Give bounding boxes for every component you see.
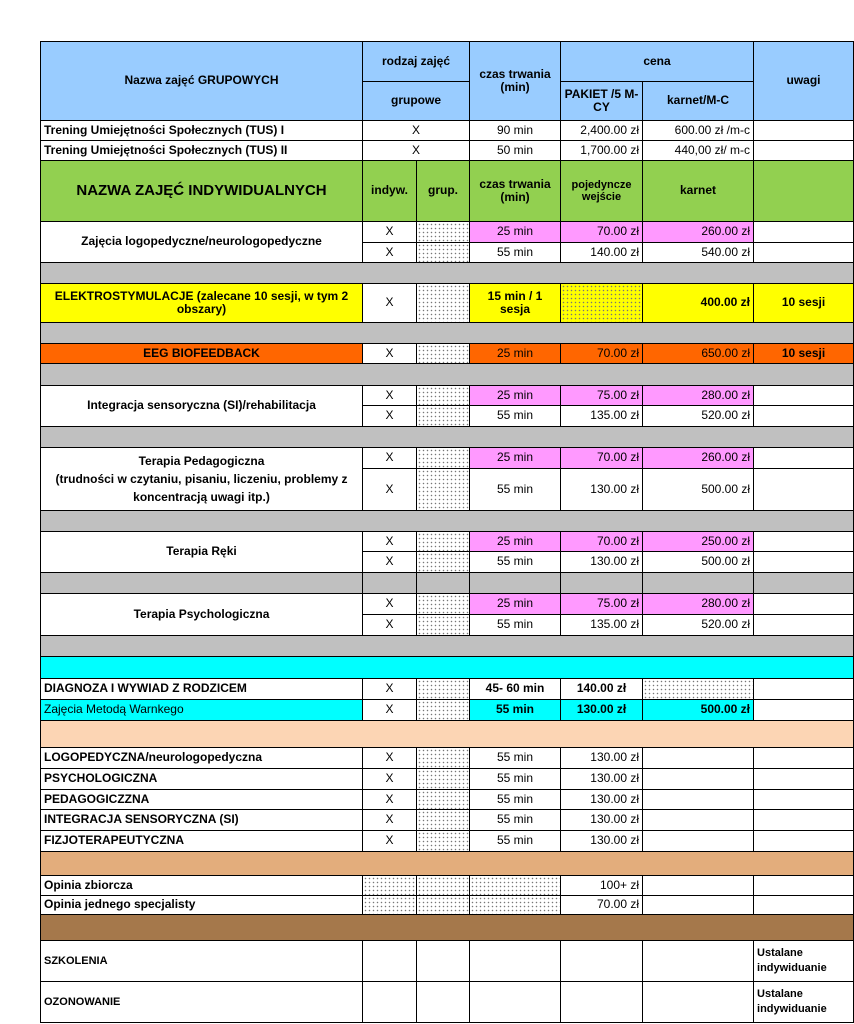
table-row-elektro — [41, 284, 854, 323]
table-row-tus-1 — [41, 121, 854, 141]
row-grup-empty — [417, 790, 470, 810]
row-poj-empty — [561, 284, 643, 323]
row-karnet: 250.00 zł — [643, 532, 754, 552]
row-mark: X — [363, 284, 417, 323]
row-poj: 100+ zł — [561, 876, 643, 896]
separator-row-peach — [41, 721, 854, 748]
row-uwagi — [754, 532, 854, 552]
header-pakiet: PAKIET /5 M-CY — [561, 82, 643, 121]
row-poj: 70.00 zł — [561, 448, 643, 469]
row-mark: X — [363, 769, 417, 790]
row-karnet — [643, 769, 754, 790]
row-uwagi — [754, 121, 854, 141]
row-grup-empty — [417, 615, 470, 636]
row-czas: 55 min — [470, 810, 561, 831]
row-mark: X — [363, 469, 417, 511]
row-uwagi — [754, 141, 854, 161]
row-czas: 55 min — [470, 615, 561, 636]
header-czas: czas trwania (min) — [470, 42, 561, 121]
row-uwagi — [754, 790, 854, 810]
row-poj: 130.00 zł — [561, 700, 643, 721]
row-uwagi — [754, 769, 854, 790]
header-rodzaj: rodzaj zajęć — [363, 42, 470, 82]
separator-row — [41, 427, 854, 448]
header-czas-indiv: czas trwania (min) — [470, 161, 561, 222]
table-row-warnke — [41, 700, 854, 721]
row-name: Trening Umiejętności Społecznych (TUS) II — [41, 141, 363, 161]
row-karnet: 500.00 zł — [643, 700, 754, 721]
row-pakiet: 1,700.00 zł — [561, 141, 643, 161]
table-row-si-1 — [41, 386, 854, 406]
row-mark: X — [363, 344, 417, 364]
row-name: Terapia Ręki — [41, 532, 363, 573]
row-karnet: 440,00 zł/ m-c — [643, 141, 754, 161]
header-indyw: indyw. — [363, 161, 417, 222]
table-row-opinion — [41, 896, 854, 915]
table-row-reki-1 — [41, 532, 854, 552]
separator-row-cyan — [41, 657, 854, 679]
row-name — [41, 448, 363, 511]
row-grup-empty — [417, 594, 470, 615]
row-mark: X — [363, 810, 417, 831]
row-poj: 130.00 zł — [561, 769, 643, 790]
row-czas: 25 min — [470, 594, 561, 615]
row-uwagi — [754, 679, 854, 700]
row-name: Terapia Psychologiczna — [41, 594, 363, 636]
row-name: Opinia zbiorcza — [41, 876, 363, 896]
row-uwagi — [754, 594, 854, 615]
row-mark-empty — [363, 896, 417, 915]
row-mark: X — [363, 831, 417, 852]
row-karnet — [643, 876, 754, 896]
row-mark: X — [363, 448, 417, 469]
row-poj: 70.00 zł — [561, 344, 643, 364]
row-uwagi — [754, 448, 854, 469]
separator-row — [41, 511, 854, 532]
row-uwagi: 10 sesji — [754, 284, 854, 323]
separator-row-tan — [41, 852, 854, 876]
header-pojedyncze: pojedyncze wejście — [561, 161, 643, 222]
row-uwagi — [754, 243, 854, 263]
row-czas: 25 min — [470, 448, 561, 469]
row-pakiet: 2,400.00 zł — [561, 121, 643, 141]
row-mark: X — [363, 141, 470, 161]
row-grup-empty — [417, 876, 470, 896]
row-karnet: 650.00 zł — [643, 344, 754, 364]
group-header-title: Nazwa zajęć GRUPOWYCH — [41, 42, 363, 121]
row-grup-empty — [417, 831, 470, 852]
row-czas: 55 min — [470, 748, 561, 769]
row-mark: X — [363, 222, 417, 243]
row-poj: 140.00 zł — [561, 243, 643, 263]
row-poj: 70.00 zł — [561, 896, 643, 915]
row-name: Trening Umiejętności Społecznych (TUS) I — [41, 121, 363, 141]
row-karnet: 520.00 zł — [643, 615, 754, 636]
row-czas: 55 min — [470, 243, 561, 263]
row-uwagi — [754, 896, 854, 915]
row-uwagi — [754, 406, 854, 427]
header-grupowe: grupowe — [363, 82, 470, 121]
row-name: INTEGRACJA SENSORYCZNA (SI) — [41, 810, 363, 831]
separator-row — [41, 263, 854, 284]
separator-row — [41, 636, 854, 657]
row-grup-empty — [417, 469, 470, 511]
row-karnet: 540.00 zł — [643, 243, 754, 263]
row-czas: 25 min — [470, 386, 561, 406]
header-karnet-mc: karnet/M-C — [643, 82, 754, 121]
row-poj: 135.00 zł — [561, 406, 643, 427]
row-karnet: 400.00 zł — [643, 284, 754, 323]
row-grup-empty — [417, 448, 470, 469]
row-uwagi: 10 sesji — [754, 344, 854, 364]
row-grup-empty — [417, 406, 470, 427]
row-poj: 70.00 zł — [561, 222, 643, 243]
indiv-header-title: NAZWA ZAJĘĆ INDYWIDUALNYCH — [41, 161, 363, 222]
row-karnet — [643, 831, 754, 852]
row-uwagi — [754, 469, 854, 511]
row-karnet — [643, 748, 754, 769]
row-name-desc: (trudności w czytaniu, pisaniu, liczeniu, problemy z koncentracją uwagi itp.) — [55, 472, 348, 504]
row-uwagi — [754, 700, 854, 721]
row-grup-empty — [417, 748, 470, 769]
row-czas: 55 min — [470, 769, 561, 790]
row-karnet: 520.00 zł — [643, 406, 754, 427]
row-karnet: 500.00 zł — [643, 469, 754, 511]
separator-row-brown — [41, 915, 854, 941]
separator-row — [41, 364, 854, 386]
table-row-diagnoza — [41, 679, 854, 700]
row-uwagi — [754, 876, 854, 896]
row-uwagi — [754, 552, 854, 573]
row-poj: 130.00 zł — [561, 469, 643, 511]
row-karnet-empty — [643, 679, 754, 700]
row-name: PEDAGOGICZZNA — [41, 790, 363, 810]
row-uwagi — [754, 831, 854, 852]
row-czas: 90 min — [470, 121, 561, 141]
row-czas: 55 min — [470, 831, 561, 852]
row-poj: 130.00 zł — [561, 810, 643, 831]
row-name: ELEKTROSTYMULACJE (zalecane 10 sesji, w tym 2 obszary) — [41, 284, 363, 323]
row-czas: 55 min — [470, 700, 561, 721]
row-czas: 45- 60 min — [470, 679, 561, 700]
table-row-other — [41, 982, 854, 1023]
row-name: FIZJOTERAPEUTYCZNA — [41, 831, 363, 852]
row-uwagi — [754, 222, 854, 243]
row-uwagi: Ustalane indywiduanie — [754, 941, 854, 982]
row-czas: 55 min — [470, 790, 561, 810]
row-karnet: 500.00 zł — [643, 552, 754, 573]
row-karnet: 280.00 zł — [643, 386, 754, 406]
row-grup-empty — [417, 386, 470, 406]
row-name: Zajęcia logopedyczne/neurologopedyczne — [41, 222, 363, 263]
row-grup-empty — [417, 679, 470, 700]
row-name: SZKOLENIA — [41, 941, 363, 982]
row-name: Zajęcia Metodą Warnkego — [41, 700, 363, 721]
row-czas: 50 min — [470, 141, 561, 161]
row-mark: X — [363, 615, 417, 636]
separator-row — [41, 573, 854, 594]
row-uwagi — [754, 386, 854, 406]
row-name: Integracja sensoryczna (SI)/rehabilitacja — [41, 386, 363, 427]
row-grup-empty — [417, 243, 470, 263]
row-poj: 70.00 zł — [561, 532, 643, 552]
row-mark: X — [363, 594, 417, 615]
header-grup: grup. — [417, 161, 470, 222]
table-row-ped-1 — [41, 448, 854, 469]
row-czas-empty — [470, 896, 561, 915]
row-uwagi — [754, 748, 854, 769]
row-name: DIAGNOZA I WYWIAD Z RODZICEM — [41, 679, 363, 700]
row-poj: 75.00 zł — [561, 594, 643, 615]
row-grup-empty — [417, 344, 470, 364]
row-mark: X — [363, 386, 417, 406]
row-poj: 130.00 zł — [561, 790, 643, 810]
table-row-consult — [41, 769, 854, 790]
row-czas: 25 min — [470, 344, 561, 364]
table-row-consult — [41, 810, 854, 831]
row-karnet: 280.00 zł — [643, 594, 754, 615]
row-name: PSYCHOLOGICZNA — [41, 769, 363, 790]
row-mark: X — [363, 552, 417, 573]
row-name: EEG BIOFEEDBACK — [41, 344, 363, 364]
row-poj: 140.00 zł — [561, 679, 643, 700]
table-row-consult — [41, 748, 854, 769]
row-mark: X — [363, 790, 417, 810]
row-mark: X — [363, 679, 417, 700]
row-poj: 135.00 zł — [561, 615, 643, 636]
row-mark: X — [363, 121, 470, 141]
table-row-eeg — [41, 344, 854, 364]
header-cena: cena — [561, 42, 754, 82]
row-grup-empty — [417, 284, 470, 323]
table-row-psych-1 — [41, 594, 854, 615]
row-grup-empty — [417, 896, 470, 915]
row-karnet: 260.00 zł — [643, 448, 754, 469]
row-czas: 55 min — [470, 406, 561, 427]
row-mark: X — [363, 532, 417, 552]
table-row-consult — [41, 831, 854, 852]
row-uwagi: Ustalane indywiduanie — [754, 982, 854, 1023]
price-table — [40, 41, 854, 1023]
row-name-title: Terapia Pedagogiczna — [138, 454, 265, 468]
table-row-opinion — [41, 876, 854, 896]
row-poj: 75.00 zł — [561, 386, 643, 406]
header-uwagi: uwagi — [754, 42, 854, 121]
row-mark: X — [363, 406, 417, 427]
row-karnet — [643, 810, 754, 831]
row-mark: X — [363, 243, 417, 263]
row-uwagi — [754, 615, 854, 636]
row-mark: X — [363, 700, 417, 721]
row-grup-empty — [417, 222, 470, 243]
row-czas: 15 min / 1 sesja — [470, 284, 561, 323]
row-karnet: 260.00 zł — [643, 222, 754, 243]
row-czas: 25 min — [470, 532, 561, 552]
row-grup-empty — [417, 769, 470, 790]
row-grup-empty — [417, 810, 470, 831]
row-grup-empty — [417, 700, 470, 721]
row-name: LOGOPEDYCZNA/neurologopedyczna — [41, 748, 363, 769]
row-poj: 130.00 zł — [561, 552, 643, 573]
table-row-other — [41, 941, 854, 982]
row-czas: 55 min — [470, 469, 561, 511]
row-czas-empty — [470, 876, 561, 896]
row-mark: X — [363, 748, 417, 769]
separator-row — [41, 323, 854, 344]
row-name: Opinia jednego specjalisty — [41, 896, 363, 915]
row-grup-empty — [417, 552, 470, 573]
row-poj: 130.00 zł — [561, 748, 643, 769]
row-uwagi — [754, 810, 854, 831]
row-karnet: 600.00 zł /m-c — [643, 121, 754, 141]
row-karnet — [643, 790, 754, 810]
row-name: OZONOWANIE — [41, 982, 363, 1023]
table-row-logo-1 — [41, 222, 854, 243]
table-row-consult — [41, 790, 854, 810]
row-mark-empty — [363, 876, 417, 896]
row-czas: 55 min — [470, 552, 561, 573]
table-row-tus-2 — [41, 141, 854, 161]
row-czas: 25 min — [470, 222, 561, 243]
row-karnet — [643, 896, 754, 915]
row-poj: 130.00 zł — [561, 831, 643, 852]
header-karnet: karnet — [643, 161, 754, 222]
header-uwagi-indiv — [754, 161, 854, 222]
row-grup-empty — [417, 532, 470, 552]
